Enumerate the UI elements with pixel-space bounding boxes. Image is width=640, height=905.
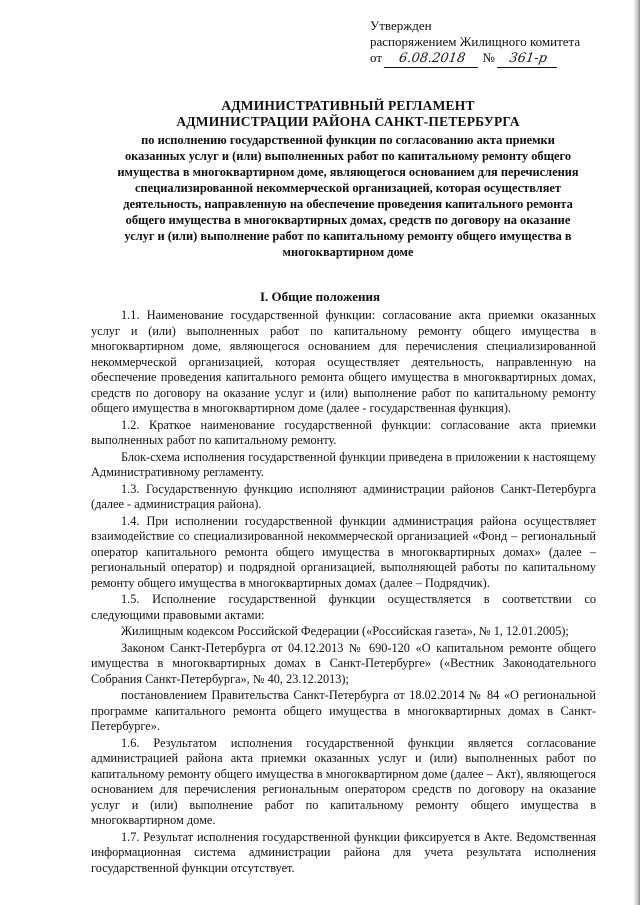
approval-from-label: от (370, 50, 383, 65)
legal-act-housing-code: Жилищным кодексом Российской Федерации («Российская газета», № 1, 12.01.2005); (121, 624, 569, 638)
approval-line-1: Утвержден (370, 18, 432, 33)
legal-act-government-decree: постановлением Правительства Санкт-Петербурга от 18.02.2014 № 84 «О региональной программе капитального ремонта общего имущества в многоквартирных домах в Санкт-Петербурге». (91, 688, 596, 733)
title-line-1: АДМИНИСТРАТИВНЫЙ РЕГЛАМЕНТ (221, 98, 475, 113)
approval-line-2: распоряжением Жилищного комитета (370, 34, 581, 49)
section-heading: I. Общие положения (260, 289, 380, 304)
approval-stamp (370, 18, 580, 68)
paragraph-1-1: 1.1. Наименование государственной функции: согласование акта приемки оказанных услуг и (или) выполненных работ по капитальному ремонту общего имущества в многоквартирном доме, являющегося основанием для перечисления специализированной некоммерческой организацией, которая осуществляет деятельность, направленную на обеспечение проведения капитального ремонта общего имущества в многоквартирных домах, средств по договору на оказание услуг и (или) выполнение работ по капитальному ремонту общего имущества в многоквартирном доме (далее - государственная функция). (91, 308, 596, 415)
approval-line-3 (370, 50, 580, 68)
title-subtitle: по исполнению государственной функции по согласованию акта приемки оказанных услуг и (или) выполненных работ по капитальному ремонту общего имущества в многоквартирном доме, являющегося основанием для перечисления специализированной некоммерческой организацией, которая осуществляет деятельность, направленную на обеспечение проведения капитального ремонта общего имущества в многоквартирных домах, средств по договору на оказание услуг и (или) выполнение работ по капитальному ремонту общего имущества в многоквартирном доме (117, 133, 579, 259)
paragraph-1-4: 1.4. При исполнении государственной функции администрация района осуществляет взаимодействие со специализированной некоммерческой организацией «Фонд – региональный оператор капитального ремонта общего имущества в многоквартирных домах» (далее – региональный оператор) и подрядной организацией, выполняющей работы по капитальному ремонту общего имущества в многоквартирных домах (далее – Подрядчик). (91, 513, 596, 590)
page-edge-shadow (633, 0, 640, 905)
legal-act-spb-law: Законом Санкт-Петербурга от 04.12.2013 № 690-120 «О капитальном ремонте общего имущества в многоквартирных домах в Санкт-Петербурге» («Вестник Законодательного Собрания Санкт-Петербурга», № 40, 23.12.2013); (91, 640, 596, 686)
title-line-2: АДМИНИСТРАЦИИ РАЙОНА САНКТ-ПЕТЕРБУРГА (176, 114, 520, 129)
paragraph-1-2: 1.2. Краткое наименование государственной функции: согласование акта приемки выполненных работ по капитальному ремонту. (91, 417, 596, 447)
paragraph-1-5: 1.5. Исполнение государственной функции осуществляется в соответствии со следующими правовыми актами: (91, 592, 596, 622)
body-text (91, 308, 596, 877)
document-title-block (108, 98, 588, 260)
paragraph-1-7: 1.7. Результат исполнения государственной функции фиксируется в Акте. Ведомственная информационная система администрации района для учета результата исполнения государственной функции отсутствует. (91, 829, 596, 875)
handwritten-date: 6.08.2018 (384, 51, 480, 68)
approval-number-label: № (482, 50, 495, 65)
paragraph-1-3: 1.3. Государственную функцию исполняют администрации районов Санкт-Петербурга (далее - администрация района). (91, 481, 596, 511)
paragraph-block-scheme: Блок-схема исполнения государственной функции приведена в приложении к настоящему Административному регламенту. (91, 449, 596, 479)
handwritten-number: 361-р (497, 51, 559, 68)
paragraph-1-6: 1.6. Результатом исполнения государственной функции является согласование администрацией района акта приемки оказанных услуг и (или) выполненных работ по капитальному ремонту общего имущества в многоквартирном доме (далее – Акт), являющегося основанием для перечисления региональным оператором средств по договору на оказание услуг и (или) выполнение работ по капитальному ремонту общего имущества в многоквартирном доме. (91, 735, 596, 827)
